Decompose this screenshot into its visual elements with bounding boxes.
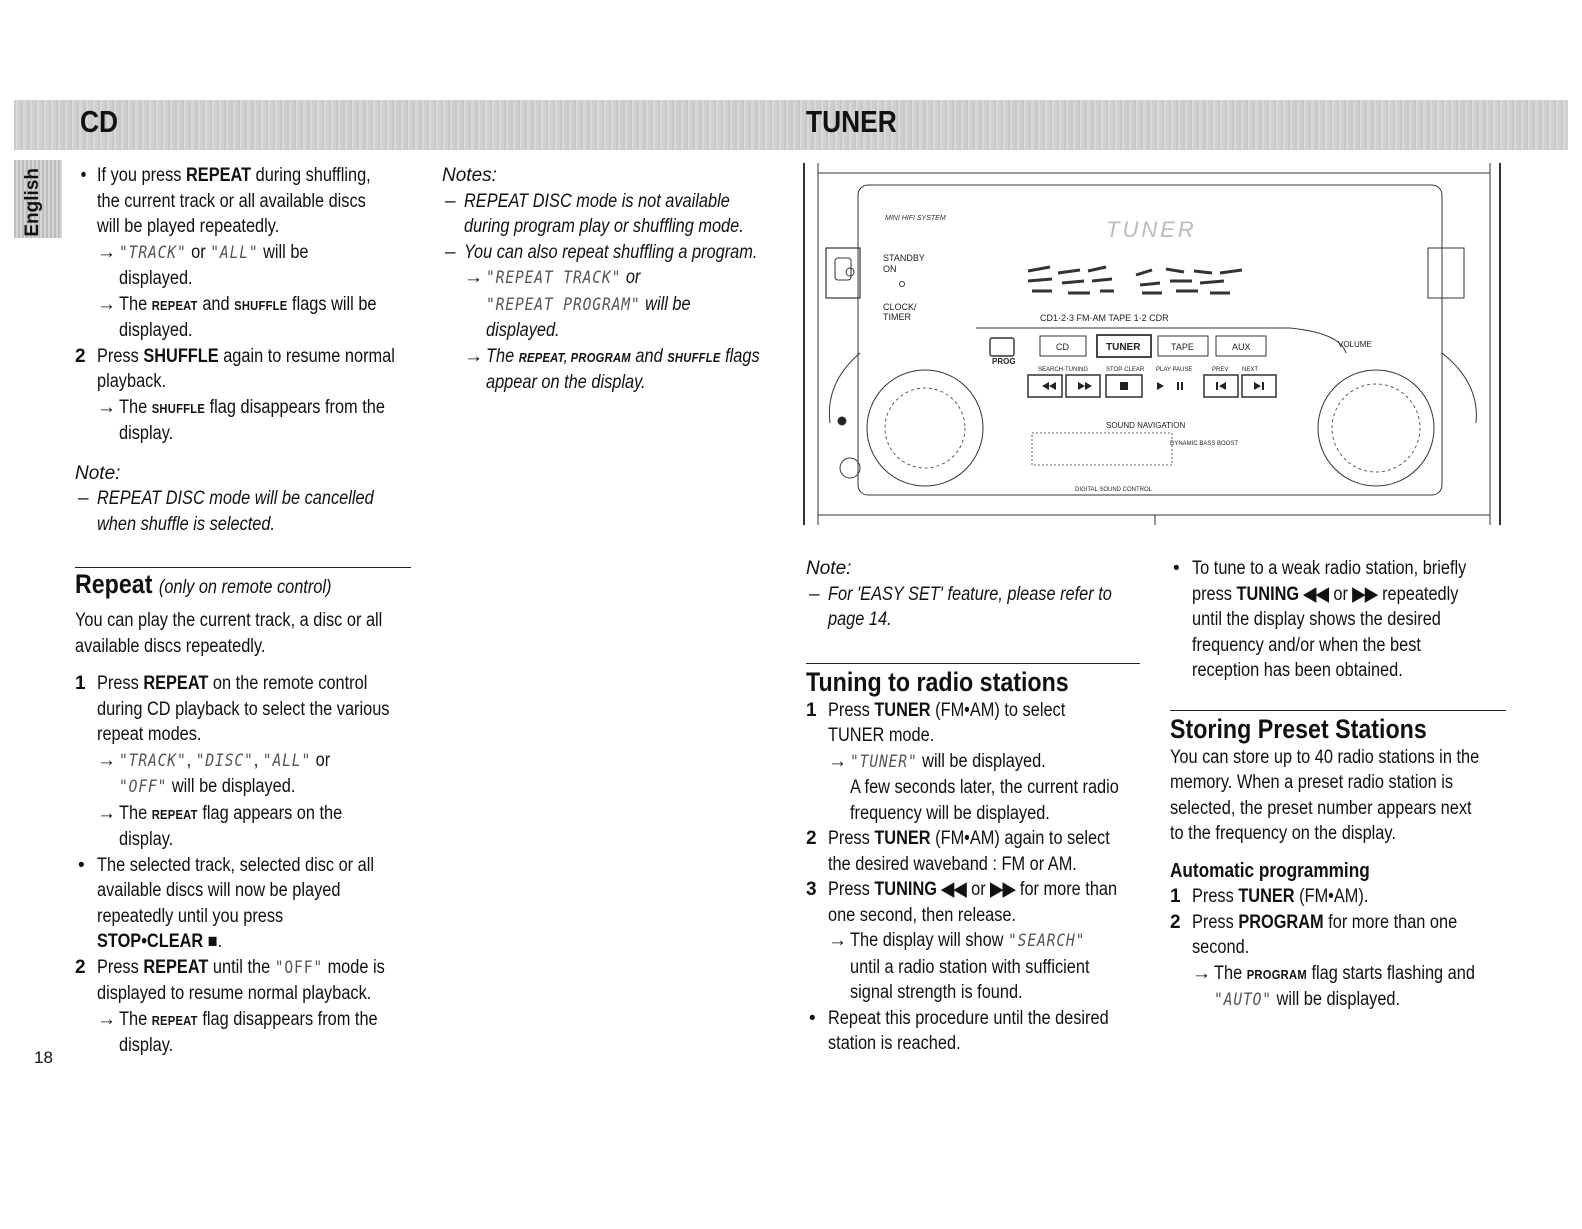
clock-indicator-icon	[900, 282, 905, 287]
text: You can store up to 40 radio stations in the	[1170, 746, 1480, 768]
text: or	[966, 879, 991, 900]
section-heading-repeat	[75, 568, 420, 604]
text: Press	[97, 956, 144, 978]
page-number: 18	[34, 1048, 53, 1067]
text: Press	[97, 345, 144, 367]
rewind-icon	[1042, 382, 1056, 390]
text: Repeat this procedure until the desired	[828, 1007, 1109, 1029]
brand-text: MINI HIFI SYSTEM	[885, 215, 946, 222]
display-text: "TUNER"	[850, 751, 918, 772]
text: displayed.	[119, 320, 193, 341]
result-item: → The REPEAT flag disappears from the display.	[97, 1008, 378, 1056]
heading-text: Storing Preset Stations	[1170, 713, 1427, 744]
text: REPEAT DISC mode will be cancelled	[97, 488, 374, 509]
text: TUNER mode.	[828, 725, 935, 746]
key-label: TUNER	[874, 828, 931, 849]
text: The	[119, 802, 152, 824]
section-divider	[806, 663, 1140, 664]
display-text: "AUTO"	[1214, 990, 1272, 1010]
text: flag starts flashing and	[1306, 962, 1475, 984]
dynamic-bass-boost-label: DYNAMIC BASS BOOST	[1170, 441, 1239, 447]
text: during shuffling,	[251, 165, 371, 186]
display-readout: TUNER	[1106, 217, 1197, 242]
text: for more than	[1015, 879, 1118, 900]
result-item: → "REPEAT TRACK" or "REPEAT PROGRAM" will be displayed.	[464, 267, 691, 341]
section-title-cd: CD	[80, 104, 119, 139]
key-label: STOP•CLEAR ■	[97, 931, 218, 952]
display-text: "TRACK"	[119, 750, 187, 771]
flag-label: SHUFFLE	[151, 400, 206, 416]
result-item: → The display will show "SEARCH" until a radio station with sufficient signal strength is found.	[828, 930, 1090, 1003]
display-text: "REPEAT PROGRAM"	[486, 294, 641, 315]
step-number: 1	[806, 699, 817, 721]
result-item: → "TRACK" or "ALL" will be displayed.	[97, 241, 309, 289]
text: The display will show	[850, 930, 1009, 951]
digital-sound-control-label: DIGITAL SOUND CONTROL	[1075, 487, 1153, 493]
step-item	[75, 344, 420, 395]
text: will be displayed.	[917, 750, 1046, 772]
column-tuner-left	[806, 556, 1151, 1057]
text: frequency will be displayed.	[850, 802, 1050, 824]
text: mode is	[323, 956, 385, 978]
text: display.	[119, 423, 174, 444]
fast-forward-icon	[1078, 382, 1092, 390]
pause-icon	[1177, 382, 1179, 390]
result-item: → The SHUFFLE flag disappears from the display.	[97, 396, 385, 444]
text: selected, the preset number appears next	[1170, 797, 1472, 819]
display-text: "OFF"	[274, 957, 324, 978]
display-text: "SEARCH"	[1008, 931, 1086, 951]
text: The	[486, 345, 519, 367]
step-number: 2	[75, 345, 86, 367]
text: Press	[1192, 911, 1239, 933]
text: A few seconds later, the current radio	[850, 777, 1119, 798]
text: flags will be	[287, 293, 377, 315]
text: ,	[186, 749, 196, 771]
text: signal strength is found.	[850, 982, 1023, 1003]
paragraph	[1170, 745, 1520, 847]
text: until the display shows the desired	[1192, 609, 1441, 630]
record-indicator-icon	[838, 417, 846, 425]
section-divider	[1170, 710, 1506, 711]
text: page 14.	[828, 609, 892, 630]
text: or	[186, 241, 211, 263]
heading-text: Repeat	[75, 569, 153, 599]
note-heading: Note:	[75, 462, 121, 484]
key-label: REPEAT	[143, 956, 209, 978]
display-text: "OFF"	[119, 777, 168, 797]
key-label: TUNER	[874, 699, 931, 721]
text: (FM•AM) again to select	[930, 828, 1110, 849]
result-item: → The REPEAT flag appears on the display.	[97, 802, 343, 850]
text: You can also repeat shuffling a program.	[464, 241, 758, 263]
flag-label: REPEAT, PROGRAM	[518, 349, 631, 365]
list-item: • To tune to a weak radio station, briefly press TUNING ◀◀ or ▶▶ repeatedly until the display shows the desired frequency and/or when the best reception has been obtained.	[1173, 558, 1467, 681]
sound-navigation-label: SOUND NAVIGATION	[1106, 421, 1186, 430]
text: repeatedly	[1377, 583, 1459, 605]
key-label: ▶▶	[990, 879, 1016, 900]
section-title-tuner: TUNER	[806, 104, 897, 139]
text: will be played repeatedly.	[97, 216, 280, 237]
text: .	[217, 931, 223, 952]
text: flag disappears from the	[205, 396, 385, 418]
previous-icon	[1216, 382, 1226, 390]
step-number: 3	[806, 879, 817, 900]
text: or	[1328, 583, 1353, 605]
text: or	[311, 749, 331, 771]
text: and	[197, 293, 235, 315]
prev-label: PREV	[1212, 367, 1229, 373]
heading-text: Tuning to radio stations	[806, 666, 1069, 697]
text: The	[119, 293, 152, 315]
text: during CD playback to select the various	[97, 698, 390, 720]
standby-label: STANDBY	[883, 253, 925, 263]
column-cd-notes	[442, 163, 787, 396]
text: Press	[97, 673, 144, 694]
transport-icons	[1042, 382, 1264, 390]
result-item: → "TUNER" will be displayed. A few seconds later, the current radio frequency will be displayed.	[828, 750, 1119, 824]
stop-icon	[1120, 382, 1128, 390]
note-heading: Note:	[806, 558, 852, 579]
play-pause-label: PLAY PAUSE	[1156, 367, 1193, 373]
text: The selected track, selected disc or all	[97, 854, 375, 876]
list-item: • The selected track, selected disc or all available discs will now be played repeatedly until you press STOP•CLEAR ■.	[78, 854, 375, 952]
result-item: → The REPEAT and SHUFFLE flags will be displayed.	[97, 293, 377, 341]
next-icon	[1254, 382, 1264, 390]
text: (FM•AM).	[1294, 886, 1369, 907]
display-text: "TRACK"	[119, 242, 187, 263]
text: when shuffle is selected.	[97, 513, 276, 535]
column-tuner-right	[1170, 556, 1520, 1014]
text: displayed.	[119, 268, 193, 289]
list-item: • If you press REPEAT during shuffling, the current track or all available discs will be played repeatedly.	[80, 165, 371, 237]
text: available discs repeatedly.	[75, 635, 266, 657]
timer-label: TIMER	[883, 312, 911, 322]
note-item: – REPEAT DISC mode will be cancelled when shuffle is selected.	[78, 488, 374, 535]
subheading-text: Automatic programming	[1170, 859, 1370, 882]
text: displayed to resume normal playback.	[97, 983, 372, 1004]
text: displayed.	[486, 320, 560, 341]
paragraph	[75, 608, 420, 659]
tape-button-label: TAPE	[1171, 342, 1194, 352]
text: For 'EASY SET' feature, please refer to	[828, 583, 1112, 605]
text: reception has been obtained.	[1192, 660, 1403, 681]
text: on the remote control	[208, 673, 368, 694]
text: or	[621, 267, 641, 288]
prog-label: PROG	[992, 357, 1016, 366]
text: display.	[119, 1035, 174, 1056]
key-label: SHUFFLE	[143, 345, 219, 367]
flag-label: SHUFFLE	[667, 349, 721, 365]
flag-label: REPEAT	[151, 1012, 198, 1028]
display-text: "ALL"	[210, 242, 259, 263]
text: frequency and/or when the best	[1192, 634, 1421, 656]
text: until the	[208, 956, 275, 978]
cd-button-label: CD	[1056, 342, 1069, 352]
step-item	[75, 955, 420, 1007]
text: during program play or shuffling mode.	[464, 216, 744, 237]
key-label: REPEAT	[143, 673, 209, 694]
text: one second, then release.	[828, 904, 1017, 926]
section-heading-storing	[1170, 713, 1520, 745]
flag-label: REPEAT	[151, 806, 198, 822]
result-item: → The PROGRAM flag starts flashing and "AUTO" will be displayed.	[1192, 962, 1475, 1010]
text: will be	[640, 293, 691, 315]
play-icon	[1157, 382, 1164, 390]
language-tab	[14, 160, 62, 238]
tuner-button-label: TUNER	[1106, 342, 1141, 353]
headphone-jack	[840, 458, 860, 478]
text: Press	[828, 828, 875, 849]
key-label: ▶▶	[1352, 583, 1378, 605]
text: the current track or all available discs	[97, 190, 366, 212]
display-text: "ALL"	[262, 750, 312, 771]
text: Press	[828, 879, 875, 900]
text: To tune to a weak radio station, briefly	[1192, 558, 1467, 579]
step-number: 2	[806, 828, 817, 849]
key-label: TUNER	[1238, 886, 1295, 907]
source-indicators: CD1·2·3 FM·AM TAPE 1·2 CDR	[1040, 313, 1169, 323]
text: station is reached.	[828, 1033, 961, 1054]
text: will be	[258, 241, 309, 263]
spectrum-display	[1028, 267, 1242, 293]
text: ,	[253, 749, 263, 771]
search-tuning-label: SEARCH·TUNING	[1038, 367, 1089, 373]
text: The	[1214, 962, 1247, 984]
step-number: 2	[75, 956, 86, 978]
step-item	[806, 877, 1151, 928]
step-item	[75, 671, 420, 748]
text: the desired waveband : FM or AM.	[828, 853, 1077, 875]
text: The	[119, 396, 152, 418]
text: If you press	[97, 165, 187, 186]
text: again to resume normal	[218, 345, 395, 367]
text: memory. When a preset radio station is	[1170, 772, 1454, 793]
text: repeatedly until you press	[97, 905, 284, 927]
text: flags	[720, 345, 760, 367]
text: and	[630, 345, 668, 367]
next-label: NEXT	[1242, 367, 1259, 373]
step-number: 1	[75, 673, 86, 694]
display-text: "DISC"	[195, 750, 254, 771]
text: second.	[1192, 937, 1250, 958]
step-item	[1170, 884, 1520, 910]
flag-label: PROGRAM	[1246, 966, 1307, 982]
display-text: "REPEAT TRACK"	[486, 268, 622, 288]
volume-label: VOLUME	[1338, 340, 1372, 349]
notes-heading: Notes:	[442, 165, 497, 186]
text: Press	[1192, 886, 1239, 907]
text: You can play the current track, a disc or all	[75, 610, 383, 631]
clock-label: CLOCK/	[883, 302, 917, 312]
note-item: – REPEAT DISC mode is not available during program play or shuffling mode.	[445, 190, 744, 237]
prog-button[interactable]	[990, 338, 1014, 356]
transport-controls	[1028, 375, 1276, 397]
note-item: – You can also repeat shuffling a program.	[445, 241, 758, 263]
text: Press	[828, 699, 875, 721]
hifi-system-illustration	[800, 163, 1506, 526]
step-item	[806, 698, 1151, 749]
step-item	[1170, 910, 1520, 961]
left-speaker-grille	[867, 370, 983, 486]
text: display.	[119, 829, 174, 850]
heading-subtitle: (only on remote control)	[158, 577, 332, 598]
power-icon[interactable]	[846, 268, 854, 276]
text: playback.	[97, 371, 167, 392]
text: REPEAT DISC mode is not available	[464, 190, 730, 212]
text: will be displayed.	[167, 776, 296, 797]
key-label: PROGRAM	[1238, 911, 1324, 933]
text: press	[1192, 583, 1237, 605]
flag-label: REPEAT	[151, 297, 198, 313]
section-heading-tuning	[806, 666, 1151, 698]
aux-button-label: AUX	[1232, 342, 1251, 352]
header-banner	[14, 100, 1568, 150]
text: will be displayed.	[1271, 989, 1401, 1010]
step-item	[806, 826, 1151, 877]
text: (FM•AM) to select	[930, 699, 1066, 721]
note-item: – For 'EASY SET' feature, please refer to page 14.	[809, 583, 1112, 630]
text: available discs will now be played	[97, 880, 341, 901]
text: for more than one	[1323, 911, 1458, 933]
key-label: TUNING ◀◀	[1236, 583, 1329, 605]
step-number: 1	[1170, 886, 1181, 907]
text: flag disappears from the	[197, 1008, 378, 1030]
flag-label: SHUFFLE	[234, 297, 288, 313]
text: repeat modes.	[97, 724, 202, 745]
subheading-automatic-programming	[1170, 859, 1520, 885]
step-number: 2	[1170, 911, 1181, 933]
text: flag appears on the	[197, 802, 343, 824]
language-tab-label: English	[22, 168, 43, 237]
text: until a radio station with sufficient	[850, 956, 1090, 978]
key-label: TUNING ◀◀	[874, 879, 967, 900]
volume-knob[interactable]	[1318, 370, 1434, 486]
result-item: → The REPEAT, PROGRAM and SHUFFLE flags appear on the display.	[464, 345, 760, 393]
text: to the frequency on the display.	[1170, 823, 1396, 844]
result-item: → "TRACK", "DISC", "ALL" or "OFF" will be displayed.	[97, 749, 331, 797]
column-cd-left	[75, 163, 420, 1059]
key-label: REPEAT	[186, 165, 252, 186]
on-label: ON	[883, 264, 897, 274]
list-item: • Repeat this procedure until the desired station is reached.	[809, 1007, 1109, 1054]
text: The	[119, 1008, 152, 1030]
text: appear on the display.	[486, 372, 646, 393]
stop-clear-label: STOP·CLEAR	[1106, 367, 1145, 373]
